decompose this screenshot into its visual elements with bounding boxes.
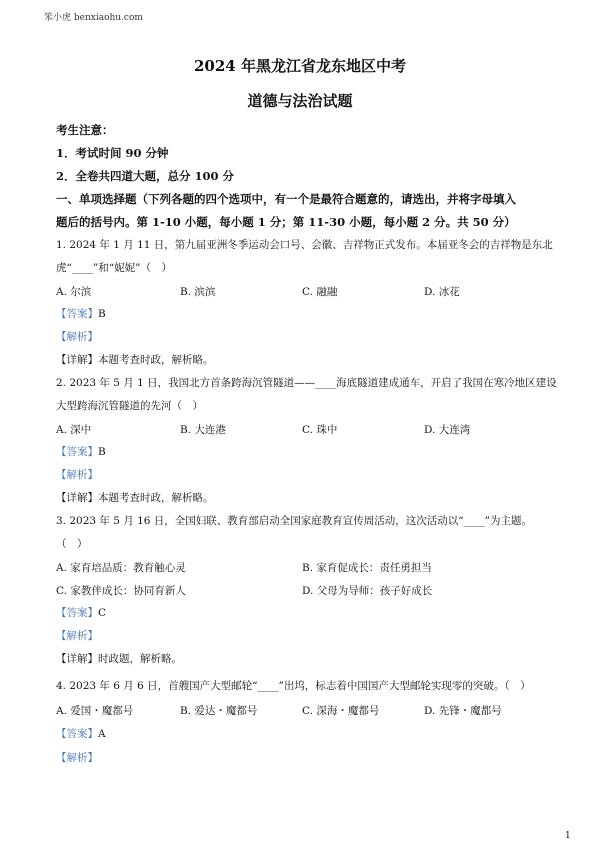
- question-3-option-b: B. 家育促成长：责任勇担当: [302, 562, 432, 574]
- question-1-stem-line-2: 虎“____”和“妮妮”（ ）: [56, 262, 172, 274]
- question-4-option-c: C. 深海・魔都号: [302, 705, 380, 717]
- detail-tag: 【详解】: [56, 653, 98, 665]
- notice-item-2: 2．全卷共四道大题，总分 100 分: [56, 169, 235, 183]
- question-2-stem-line-1: 2. 2023 年 5 月 1 日，我国北方首条跨海沉管隧道——____海底隧道建成通车，开启了我国在寒冷地区建设: [56, 377, 557, 389]
- question-4-stem-line-1: 4. 2023 年 6 月 6 日，首艘国产大型邮轮“____”出坞，标志着中国国产大型邮轮实现零的突破。（ ）: [56, 680, 531, 692]
- exam-title: 2024 年黑龙江省龙东地区中考: [194, 57, 406, 75]
- section-heading-line-2: 题后的括号内。第 1-10 小题，每小题 1 分；第 11-30 小题，每小题 2 分。共 50 分）: [56, 215, 516, 229]
- detail-text: 本题考查时政，解析略。: [98, 492, 214, 504]
- answer-value: B: [98, 308, 106, 320]
- question-2-stem-line-2: 大型跨海沉管隧道的先河（ ）: [56, 400, 203, 412]
- answer-value: A: [98, 728, 106, 740]
- exam-subtitle: 道德与法治试题: [247, 92, 353, 110]
- detail-tag: 【详解】: [56, 354, 98, 366]
- detail-text: 本题考查时政，解析略。: [98, 354, 214, 366]
- question-2-option-c: C. 珠中: [302, 424, 338, 436]
- answer-tag: 【答案】: [56, 308, 98, 320]
- question-3-stem-line-1: 3. 2023 年 5 月 16 日，全国妇联、教育部启动全国家庭教育宣传周活动，这次活动以“____”为主题。: [56, 515, 533, 527]
- question-2-option-a: A. 深中: [56, 424, 92, 436]
- question-1-answer: [56, 307, 556, 321]
- question-4-option-b: B. 爱达・魔都号: [180, 705, 258, 717]
- detail-tag: 【详解】: [56, 492, 98, 504]
- question-4-analysis-tag: 【解析】: [56, 752, 98, 764]
- question-3-option-d: D. 父母为导师：孩子好成长: [302, 585, 433, 597]
- question-2-option-b: B. 大连港: [180, 424, 226, 436]
- question-3-answer: [56, 606, 556, 620]
- question-1-detail: [56, 353, 556, 367]
- question-3-option-c: C. 家教伴成长：协同育新人: [56, 585, 186, 597]
- header-watermark: 笨小虎 benxiaohu.com: [44, 13, 143, 23]
- question-2-option-d: D. 大连湾: [424, 424, 471, 436]
- question-3-detail: [56, 652, 556, 666]
- question-1-option-d: D. 冰花: [424, 286, 460, 298]
- answer-value: C: [98, 607, 107, 619]
- question-1-option-b: B. 滨滨: [180, 286, 216, 298]
- page-number: 1: [565, 831, 571, 841]
- question-1-stem-line-1: 1. 2024 年 1 月 11 日，第九届亚洲冬季运动会口号、会徽、吉祥物正式发布。本届亚冬会的吉祥物是东北: [56, 239, 553, 251]
- question-1-analysis-tag: 【解析】: [56, 331, 98, 343]
- answer-value: B: [98, 446, 106, 458]
- question-1-option-c: C. 融融: [302, 286, 338, 298]
- detail-text: 时政题，解析略。: [98, 653, 182, 665]
- question-2-answer: [56, 445, 556, 459]
- question-2-detail: [56, 491, 556, 505]
- question-4-option-a: A. 爱国・魔都号: [56, 705, 134, 717]
- question-1-option-a: A. 尔滨: [56, 286, 92, 298]
- question-3-analysis-tag: 【解析】: [56, 630, 98, 642]
- question-4-option-d: D. 先锋・魔都号: [424, 705, 502, 717]
- section-heading-line-1: 一、单项选择题（下列各题的四个选项中，有一个是最符合题意的，请选出，并将字母填入: [56, 192, 516, 206]
- answer-tag: 【答案】: [56, 607, 98, 619]
- question-2-analysis-tag: 【解析】: [56, 469, 98, 481]
- notice-item-1: 1．考试时间 90 分钟: [56, 146, 169, 160]
- question-4-answer: [56, 727, 556, 741]
- notice-heading: 考生注意：: [56, 123, 114, 137]
- question-3-option-a: A. 家育培品质：教育触心灵: [56, 562, 186, 574]
- question-3-stem-line-2: （ ）: [56, 538, 88, 550]
- answer-tag: 【答案】: [56, 728, 98, 740]
- answer-tag: 【答案】: [56, 446, 98, 458]
